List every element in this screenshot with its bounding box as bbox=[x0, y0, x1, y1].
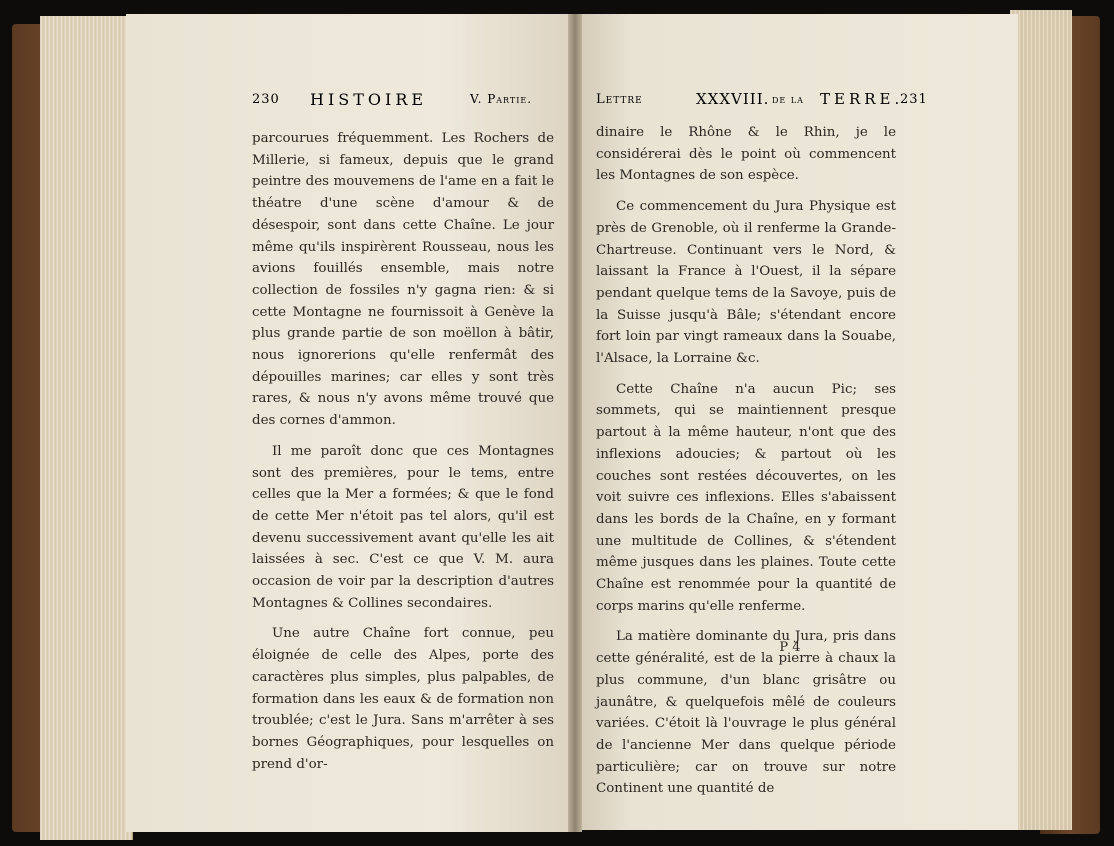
signature-mark: P 4 bbox=[779, 640, 801, 655]
left-page-number: 230 bbox=[252, 92, 280, 107]
left-page-text bbox=[252, 128, 554, 775]
paragraph: Cette Chaîne n'a aucun Pic; ses sommets, qui se maintiennent presque partout à la même hauteur, n'ont que des inflexions adoucies; & partout où les couches sont restées découvertes, on les voit suivre ces inflexions. Elles s'abaissent dans les bords de la Chaîne, en y formant une multitude de Collines, & s'étendent même jusques dans les plaines. Toute cette Chaîne est renommée pour la quantité de corps marins qu'elle renferme. bbox=[596, 381, 896, 614]
right-page-stack bbox=[1010, 10, 1072, 830]
right-page-text bbox=[596, 122, 896, 800]
paragraph: La matière dominante du Jura, pris dans cette généralité, est de la pierre à chaux la plus commune, d'un blanc grisâtre ou jaunâtre, & quelquefois mêlé de couleurs variées. C'étoit là l'ouvrage le plus général de l'ancienne Mer dans quelque période particulière; car on trouve sur notre Continent une quantité de bbox=[596, 629, 896, 797]
paragraph: Une autre Chaîne fort connue, peu éloignée de celle des Alpes, porte des caractères plus simples, plus palpables, de formation dans les eaux & de formation non troublée; c'est le Jura. Sans m'arrêter à ses bornes Géographiques, pour lesquelles on prend d'or- bbox=[252, 626, 554, 772]
right-page-number: 231 bbox=[900, 92, 928, 107]
paragraph: parcourues fréquemment. Les Rochers de Millerie, si fameux, depuis que le grand peintre des mouvemens de l'ame en a fait le théatre d'une scène d'amour & de désespoir, sont dans cette Chaîne. Le jour même qu'ils inspirèrent Rousseau, nous les avions fouillés ensemble, mais notre collection de fossiles n'y gagna rien: & si cette Montagne ne fournissoit à Genève la plus grande partie de son moëllon à bâtir, nous ignorerions qu'elle renfermât des dépouilles marines; car elles y sont très rares, & nous n'y avons même trouvé que des cornes d'ammon. bbox=[252, 131, 554, 429]
terre-label: TERRE. bbox=[820, 90, 904, 108]
letter-number: XXXVIII. bbox=[696, 90, 770, 108]
de-la-label: de la bbox=[772, 93, 804, 106]
paragraph: Ce commencement du Jura Physique est près de Grenoble, où il renferme la Grande-Chartreuse. Continuant vers le Nord, & laissant la France à l'Ouest, il la sépare pendant quelque tems de la Savoye, puis de la Suisse jusqu'à Bâle; s'étendant encore fort loin par vingt rameaux dans la Souabe, l'Alsace, la Lorraine &c. bbox=[596, 199, 896, 367]
left-running-head bbox=[252, 92, 562, 116]
right-running-head bbox=[596, 92, 976, 116]
letter-label: Lettre bbox=[596, 92, 643, 107]
book-gutter bbox=[568, 14, 582, 832]
part-label: V. Partie. bbox=[470, 92, 533, 106]
running-title: HISTOIRE bbox=[310, 90, 428, 109]
paragraph: Il me paroît donc que ces Montagnes sont des premières, pour le tems, entre celles que la Mer a formées; & que le fond de cette Mer n'étoit pas tel alors, qu'il est devenu successivement avant qu'elle les ait laissées à sec. C'est ce que V. M. aura occasion de voir par la description d'autres Montagnes & Collines secondaires. bbox=[252, 443, 554, 611]
paragraph: dinaire le Rhône & le Rhin, je le considérerai dès le point où commencent les Montagnes de son espèce. bbox=[596, 125, 896, 184]
left-page-stack bbox=[40, 16, 133, 840]
